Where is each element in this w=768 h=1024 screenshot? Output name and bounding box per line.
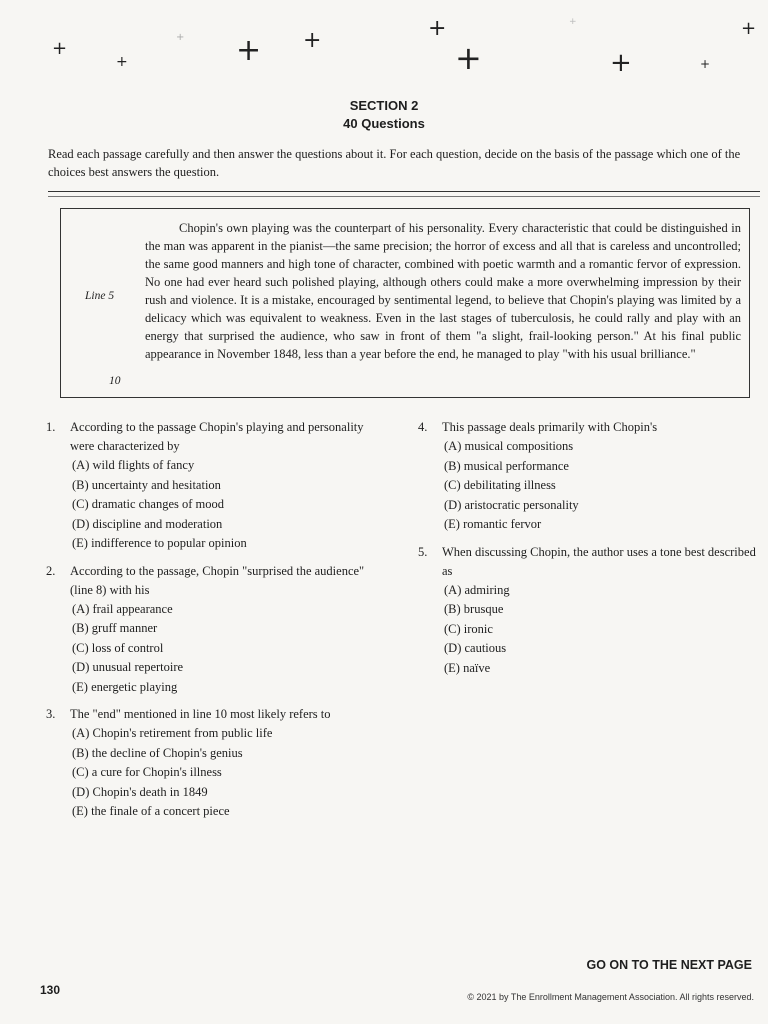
question-4	[418, 418, 763, 535]
section-header	[0, 97, 768, 133]
answer-choice[interactable]: (C) debilitating illness	[444, 478, 556, 492]
answer-choice[interactable]: (C) loss of control	[72, 640, 164, 655]
question-number: 5.	[418, 544, 428, 559]
line-marker: 10	[109, 375, 121, 387]
question-number: 2.	[46, 563, 56, 578]
registration-mark: +	[303, 28, 322, 53]
registration-mark: +	[236, 33, 262, 68]
questions-right-column	[418, 418, 763, 686]
answer-choice[interactable]: (B) gruff manner	[72, 621, 158, 635]
line-marker: Line 5	[85, 290, 115, 302]
question-stem: When discussing Chopin, the author uses a tone best described as	[442, 544, 756, 578]
answer-choice[interactable]: (A) admiring	[444, 582, 510, 597]
answer-choice[interactable]: (E) romantic fervor	[444, 517, 542, 531]
question-number: 1.	[46, 420, 56, 434]
question-number: 4.	[418, 420, 428, 434]
divider	[48, 191, 760, 192]
question-stem: According to the passage, Chopin "surprised the audience" (line 8) with his	[70, 563, 365, 597]
answer-choice[interactable]: (A) wild flights of fancy	[72, 458, 195, 472]
answer-choice[interactable]: (D) cautious	[444, 641, 507, 655]
answer-choice[interactable]: (E) naïve	[444, 660, 491, 675]
page-number: 130	[40, 983, 61, 997]
question-3	[46, 705, 406, 822]
section-title: SECTION 2	[349, 98, 419, 113]
answer-choice[interactable]: (E) energetic playing	[72, 679, 178, 694]
passage-paragraph: Chopin's own playing was the counterpart of his personality. Every characteristic that could be distinguished in the man was apparent in the pianist—the same precision; the horror of excess and all that is careless and uncontrolled; the same good manners and high tone of character, combined with poetic warmth and a romantic fervor of expression. No one had ever heard such polished playing, although others could make a more overwhelming impression by their rush and violence. It is a mistake, encouraged by sentimental legend, to believe that Chopin's playing was limited by a delicacy which was equivalent to weakness. Even in the last stages of tuberculosis, he could rally and play with an energy that surprised the audience, who saw in front of them "a slight, frail-looking person." At his final public appearance in November 1848, less than a year before the end, he managed to play "with his usual brilliance."	[145, 221, 741, 361]
registration-mark: +	[455, 39, 482, 77]
answer-choice[interactable]: (D) aristocratic personality	[444, 497, 579, 512]
divider	[48, 196, 760, 197]
question-1	[46, 418, 376, 554]
answer-choice[interactable]: (C) dramatic changes of mood	[72, 497, 225, 511]
instructions: Read each passage carefully and then answer the questions about it. For each question, decide on the basis of the passage which one of the choices best answers the question.	[48, 147, 741, 179]
registration-mark: +	[610, 48, 632, 78]
questions-left-column	[46, 418, 376, 830]
passage-box	[60, 208, 750, 398]
registration-mark: +	[428, 16, 447, 41]
question-number: 3.	[46, 707, 56, 721]
answer-choice[interactable]: (B) brusque	[444, 602, 504, 616]
question-count: 40 Questions	[343, 116, 425, 131]
question-stem: This passage deals primarily with Chopin's	[442, 420, 658, 434]
next-page-notice: GO ON TO THE NEXT PAGE	[586, 958, 752, 972]
passage-text	[145, 219, 741, 363]
registration-mark: +	[700, 57, 711, 71]
answer-choice[interactable]: (B) musical performance	[444, 458, 569, 473]
answer-choice[interactable]: (E) indifference to popular opinion	[72, 536, 247, 550]
answer-choice[interactable]: (C) a cure for Chopin's illness	[72, 765, 222, 779]
answer-choice[interactable]: (A) musical compositions	[444, 439, 574, 453]
answer-choice[interactable]: (D) discipline and moderation	[72, 516, 223, 531]
answer-choice[interactable]: (A) frail appearance	[72, 601, 173, 616]
question-5	[418, 543, 763, 679]
registration-mark: +	[176, 32, 185, 43]
question-stem: According to the passage Chopin's playing and personality were characterized by	[70, 420, 364, 453]
answer-choice[interactable]: (D) Chopin's death in 1849	[72, 784, 208, 799]
registration-marks	[0, 0, 768, 90]
answer-choice[interactable]: (B) the decline of Chopin's genius	[72, 745, 243, 760]
answer-choice[interactable]: (D) unusual repertoire	[72, 660, 184, 674]
answer-choice[interactable]: (E) the finale of a concert piece	[72, 804, 230, 818]
registration-mark: +	[741, 18, 757, 39]
answer-choice[interactable]: (B) uncertainty and hesitation	[72, 477, 221, 492]
question-stem: The "end" mentioned in line 10 most likely refers to	[70, 707, 331, 721]
answer-choice[interactable]: (C) ironic	[444, 621, 493, 636]
registration-mark: +	[569, 17, 577, 27]
question-2	[46, 562, 376, 698]
copyright-notice: © 2021 by The Enrollment Management Association. All rights reserved.	[467, 992, 754, 1002]
registration-mark: +	[116, 54, 128, 70]
answer-choice[interactable]: (A) Chopin's retirement from public life	[72, 726, 273, 740]
registration-mark: +	[52, 38, 68, 59]
